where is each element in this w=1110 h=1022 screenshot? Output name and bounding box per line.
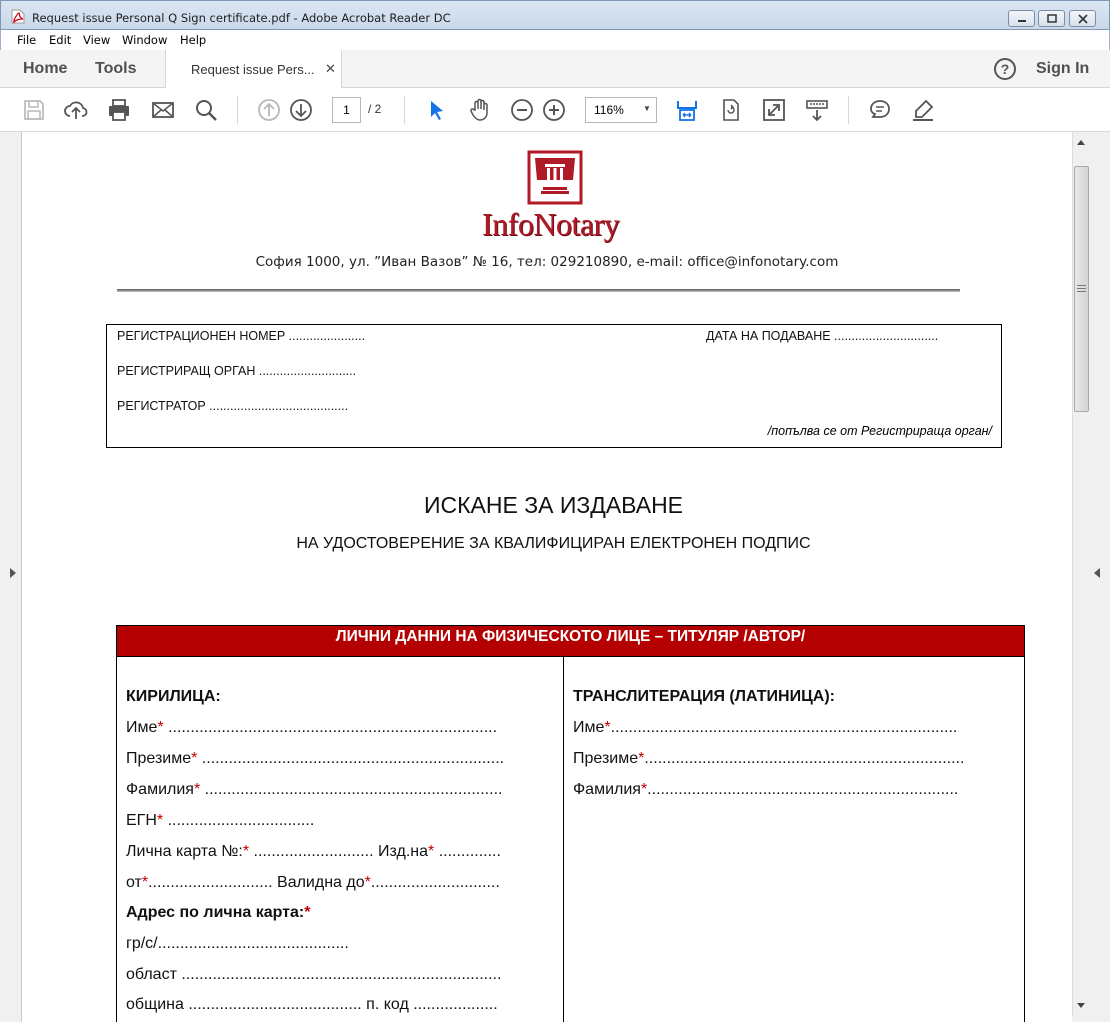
help-icon[interactable]: ? — [994, 58, 1016, 80]
latin-middle-name-field[interactable]: Презиме*........................................................................ — [573, 750, 965, 767]
scroll-down-arrow-icon[interactable] — [1077, 1003, 1085, 1008]
registration-note: /попълва се от Регистрираща орган/ — [767, 424, 992, 438]
id-card-field[interactable]: Лична карта №:* ........................... Изд.на* .............. — [126, 843, 501, 860]
toolbar-separator — [237, 96, 238, 124]
scrollbar-grip-icon — [1077, 285, 1086, 292]
menu-help[interactable]: Help — [180, 33, 207, 47]
menu-view[interactable]: View — [83, 33, 111, 47]
minimize-button[interactable] — [1008, 10, 1035, 27]
print-icon[interactable] — [107, 98, 131, 122]
scroll-up-arrow-icon[interactable] — [1077, 140, 1085, 145]
page-number-input[interactable]: 1 — [332, 97, 361, 123]
zoom-value: 116% — [594, 103, 624, 117]
select-cursor-icon[interactable] — [425, 98, 449, 122]
company-address: София 1000, ул. ”Иван Вазов” № 16, тел: 029210890, e-mail: office@infonotary.com — [255, 254, 839, 270]
minimize-icon — [1016, 14, 1028, 24]
registration-number-field: РЕГИСТРАЦИОНЕН НОМЕР ...................... — [117, 329, 366, 343]
city-field[interactable]: гр/с/........................................... — [126, 935, 349, 952]
id-address-heading: Адрес по лична карта:* — [126, 904, 311, 921]
menu-file[interactable]: File — [17, 33, 37, 47]
comment-icon[interactable] — [868, 98, 892, 122]
zoom-in-icon[interactable] — [542, 98, 566, 122]
infonotary-logo-icon — [527, 150, 583, 205]
pdf-file-icon — [11, 9, 25, 24]
fit-width-icon[interactable] — [675, 98, 699, 122]
cyrillic-first-name-field[interactable]: Име* .......................................................................... — [126, 719, 498, 736]
document-subtitle: НА УДОСТОВЕРЕНИЕ ЗА КВАЛИФИЦИРАН ЕЛЕКТРОНЕН ПОДПИС — [296, 535, 811, 552]
latin-heading: ТРАНСЛИТЕРАЦИЯ (ЛАТИНИЦА): — [573, 688, 835, 705]
save-icon[interactable] — [22, 98, 46, 122]
expand-left-panel-icon[interactable] — [10, 568, 16, 578]
chevron-down-icon: ▼ — [643, 104, 651, 113]
highlight-pen-icon[interactable] — [911, 98, 935, 122]
cyrillic-heading: КИРИЛИЦА: — [126, 688, 221, 705]
page-total: / 2 — [368, 102, 382, 116]
window-title: Request issue Personal Q Sign certificate.pdf - Adobe Acrobat Reader DC — [32, 11, 451, 25]
maximize-button[interactable] — [1038, 10, 1065, 27]
toolbar — [0, 88, 1110, 132]
registration-box — [106, 324, 1002, 448]
cyrillic-middle-name-field[interactable]: Презиме* .................................................................... — [126, 750, 505, 767]
hand-tool-icon[interactable] — [468, 98, 492, 122]
home-tab[interactable]: Home — [23, 60, 68, 77]
title-bar — [0, 0, 1110, 30]
maximize-icon — [1046, 14, 1058, 24]
rotate-page-icon[interactable] — [719, 98, 743, 122]
cyrillic-last-name-field[interactable]: Фамилия* ................................................................... — [126, 781, 503, 798]
document-tab[interactable] — [165, 50, 342, 88]
section-header: ЛИЧНИ ДАННИ НА ФИЗИЧЕСКОТО ЛИЦЕ – ТИТУЛЯР /АВТОР/ — [116, 625, 1025, 657]
expand-right-panel-icon[interactable] — [1094, 568, 1100, 578]
zoom-out-icon[interactable] — [510, 98, 534, 122]
sign-in-link[interactable]: Sign In — [1036, 60, 1090, 77]
pdf-page — [22, 132, 1072, 1022]
latin-first-name-field[interactable]: Име*.............................................................................. — [573, 719, 958, 736]
toolbar-separator — [848, 96, 849, 124]
region-field[interactable]: област ........................................................................ — [126, 966, 502, 983]
full-screen-icon[interactable] — [762, 98, 786, 122]
close-window-button[interactable] — [1069, 10, 1096, 27]
previous-page-icon[interactable] — [257, 98, 281, 122]
filing-date-field: ДАТА НА ПОДАВАНЕ .............................. — [706, 329, 939, 343]
column-divider — [563, 657, 564, 1022]
registrar-field: РЕГИСТРАТОР ........................................ — [117, 399, 349, 413]
registering-authority-field: РЕГИСТРИРАЩ ОРГАН ............................ — [117, 364, 357, 378]
brand-name: InfoNotary — [482, 206, 620, 242]
toolbar-separator — [404, 96, 405, 124]
tools-tab[interactable]: Tools — [95, 60, 137, 77]
close-icon — [1077, 14, 1089, 24]
header-divider — [117, 289, 960, 292]
latin-last-name-field[interactable]: Фамилия*...................................................................... — [573, 781, 959, 798]
personal-data-form — [116, 656, 1025, 1022]
search-icon[interactable] — [194, 98, 218, 122]
egn-field[interactable]: ЕГН* ................................. — [126, 812, 315, 829]
menu-edit[interactable]: Edit — [49, 33, 72, 47]
municipality-field[interactable]: община ....................................... п. код ................... — [126, 996, 498, 1013]
cloud-upload-icon[interactable] — [64, 98, 88, 122]
email-icon[interactable] — [151, 98, 175, 122]
menu-bar — [0, 30, 1110, 50]
app-tabs-row — [0, 50, 1110, 88]
document-title: ИСКАНЕ ЗА ИЗДАВАНЕ — [423, 492, 684, 518]
menu-window[interactable]: Window — [122, 33, 168, 47]
id-validity-field[interactable]: от*............................ Валидна до*............................. — [126, 874, 500, 891]
close-tab-icon[interactable]: ✕ — [325, 61, 336, 76]
document-tab-label: Request issue Pers... — [191, 62, 315, 77]
next-page-icon[interactable] — [289, 98, 313, 122]
scroll-mode-icon[interactable] — [805, 98, 829, 122]
zoom-select[interactable] — [585, 97, 657, 123]
